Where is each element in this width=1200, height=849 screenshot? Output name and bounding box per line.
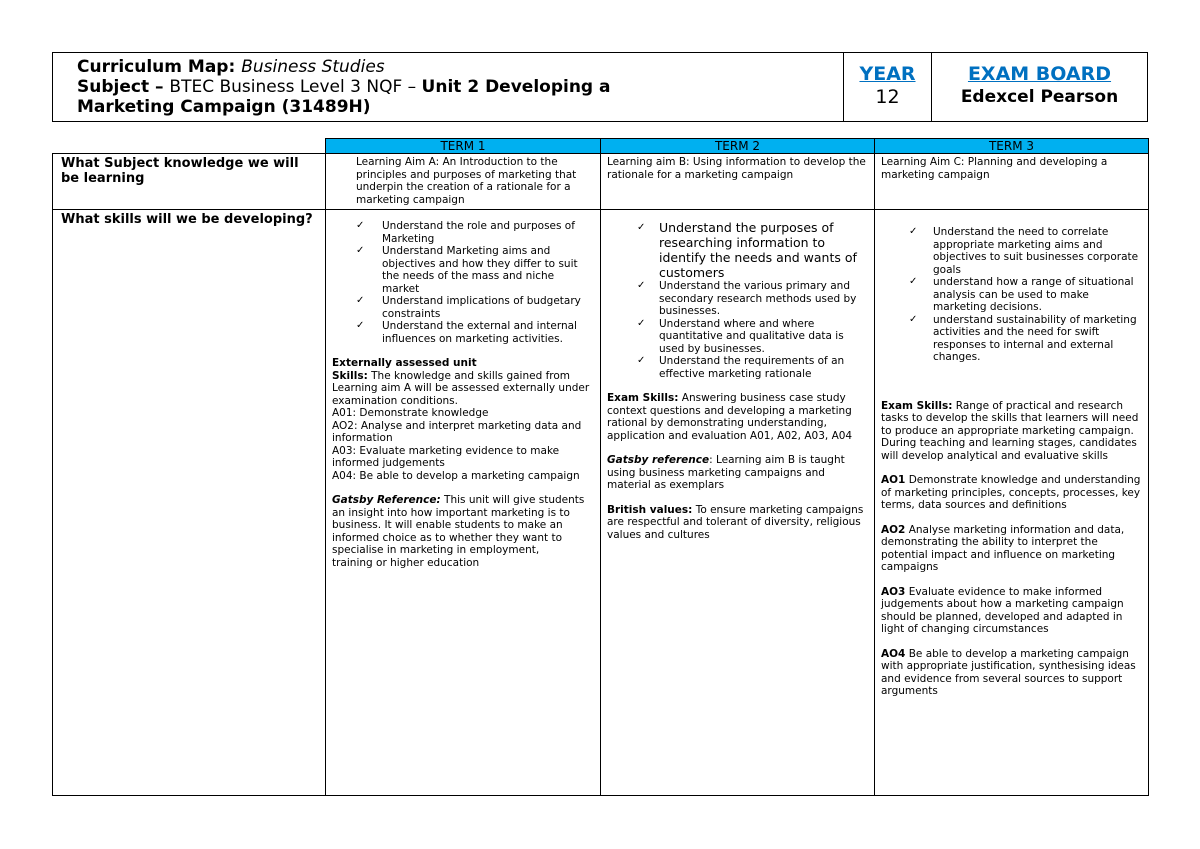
skills-label: Skills:: [332, 369, 368, 382]
year-block: [844, 53, 932, 121]
bullet-text: Understand the purposes of researching information to identify the needs and wants of customers: [659, 220, 857, 280]
gatsby-tail: training or higher education: [332, 556, 480, 569]
list-item: [607, 318, 868, 356]
bullet-text: understand sustainability of marketing activities and the need for swift responses to internal and external changes.: [933, 313, 1137, 363]
term-3-skills: [875, 210, 1149, 796]
bullet-text: Understand the requirements of an effective marketing rationale: [659, 355, 845, 380]
tick-icon: ✓: [637, 355, 646, 366]
ao3-text: Evaluate evidence to make informed judgements about how a marketing campaign should be planned, developed and adapted in light of changing circumstances: [881, 585, 1124, 635]
skills-paragraph: [332, 370, 594, 408]
subject-line: [77, 77, 843, 97]
ao1-text: A01: Demonstrate knowledge: [332, 407, 489, 419]
unit-line-2: Marketing Campaign (31489H): [77, 97, 371, 117]
bullet-text: Understand the role and purposes of Marketing: [382, 220, 575, 245]
external-unit-heading: Externally assessed unit: [332, 357, 477, 369]
tick-icon: ✓: [637, 280, 646, 291]
term-2-knowledge: Learning aim B: Using information to develop the rationale for a marketing campaign: [601, 154, 875, 210]
british-values-label: British values:: [607, 503, 693, 516]
gatsby-text: : Learning aim B is taught using business marketing campaigns and material as exemplars: [607, 454, 845, 491]
term-3-knowledge: Learning Aim C: Planning and developing a marketing campaign: [875, 154, 1149, 210]
title-subject: Business Studies: [241, 57, 385, 77]
term-1-header: TERM 1: [326, 139, 601, 154]
tick-icon: ✓: [637, 222, 646, 233]
term-1-bullets: [332, 220, 594, 345]
list-item: [607, 355, 868, 380]
bullet-text: Understand the external and internal influences on marketing activities.: [382, 320, 577, 345]
bullet-text: Understand the various primary and secondary research methods used by businesses.: [659, 280, 857, 317]
knowledge-row: [53, 154, 1149, 210]
term-3-header: TERM 3: [875, 139, 1149, 154]
title-prefix: Curriculum Map:: [77, 57, 242, 77]
tick-icon: ✓: [909, 313, 918, 325]
tick-icon: ✓: [356, 220, 365, 231]
gatsby-label: Gatsby Reference:: [332, 494, 441, 506]
ao2-paragraph: [881, 524, 1142, 574]
term-2-skills: [601, 210, 875, 796]
ao4-label: AO4: [881, 647, 906, 660]
ao4-paragraph: [881, 648, 1142, 698]
exam-skills-paragraph: [607, 392, 868, 442]
skills-row-label: What skills will we be developing?: [53, 210, 326, 796]
exam-skills-text: Answering business case study context questions and developing a marketing rational by demonstrating understanding, application and evaluation A01, A02, A03, A04: [607, 392, 853, 442]
list-item: [607, 280, 868, 318]
skills-row: [53, 210, 1149, 796]
list-item: [881, 226, 1142, 276]
ao1-label: AO1: [881, 474, 906, 486]
gatsby-paragraph: [332, 494, 594, 557]
tick-icon: ✓: [356, 295, 365, 306]
title-block: [53, 53, 844, 121]
term-2-header: TERM 2: [601, 139, 875, 154]
exam-skills-label: Exam Skills:: [607, 392, 679, 404]
ao2-text: AO2: Analyse and interpret marketing data and information: [332, 419, 582, 444]
curriculum-table: [52, 138, 1149, 796]
gatsby-label: Gatsby reference: [607, 454, 710, 466]
list-item: [881, 314, 1142, 364]
subject-label: Subject –: [77, 77, 170, 97]
ao2-label: AO2: [881, 523, 906, 536]
exam-skills-text: Range of practical and research tasks to develop the skills that learners will need to produce an appropriate marketing campaign. During teaching and learning stages, candidates will develop analytical and evaluative skills: [881, 399, 1139, 462]
list-item: [881, 276, 1142, 314]
british-values-paragraph: [607, 504, 868, 542]
tick-icon: ✓: [356, 320, 365, 331]
year-value: 12: [875, 86, 900, 108]
tick-icon: ✓: [356, 245, 365, 256]
ao3-text: A03: Evaluate marketing evidence to make informed judgements: [332, 444, 560, 469]
exam-board-label: EXAM BOARD: [967, 63, 1112, 85]
british-values-text: To ensure marketing campaigns are respectful and tolerant of diversity, religious values and cultures: [607, 503, 864, 541]
list-item: [332, 295, 594, 320]
knowledge-row-label: What Subject knowledge we will be learning: [53, 154, 326, 210]
tick-icon: ✓: [909, 226, 918, 237]
year-label: YEAR: [859, 63, 916, 85]
term-header-row: [53, 139, 1149, 154]
gatsby-paragraph: [607, 454, 868, 492]
exam-skills-label: Exam Skills:: [881, 399, 953, 412]
bullet-text: Understand implications of budgetary constraints: [382, 295, 581, 320]
term-3-bullets: [881, 226, 1142, 364]
exam-board-block: [932, 53, 1147, 121]
title-line: [77, 57, 843, 77]
bullet-text: understand how a range of situational analysis can be used to make marketing decisions.: [933, 276, 1134, 313]
ao3-label: AO3: [881, 585, 906, 598]
list-item: [332, 220, 594, 245]
exam-board-value: Edexcel Pearson: [960, 87, 1119, 107]
term-1-knowledge: Learning Aim A: An Introduction to the principles and purposes of marketing that underpin the creation of a rationale for a marketing campaign: [326, 154, 601, 210]
list-item: [607, 220, 868, 280]
term-1-skills: [326, 210, 601, 796]
unit-line-1: Unit 2 Developing a: [421, 77, 611, 97]
skills-text: The knowledge and skills gained from Learning aim A will be assessed externally under examination conditions.: [332, 369, 590, 407]
bullet-text: Understand where and where quantitative and qualitative data is used by businesses.: [659, 317, 844, 355]
list-item: [332, 245, 594, 295]
ao4-text: A04: Be able to develop a marketing campaign: [332, 469, 580, 482]
bullet-text: Understand the need to correlate appropriate marketing aims and objectives to suit businesses corporate goals: [933, 226, 1139, 276]
tick-icon: ✓: [637, 317, 646, 329]
ao2-text: Analyse marketing information and data, demonstrating the ability to interpret the potential impact and influence on marketing campaigns: [881, 523, 1125, 573]
gatsby-text: This unit will give students an insight into how important marketing is to business. It will enable students to make an informed choice as to whether they want to specialise in marketing in employment,: [332, 494, 585, 556]
ao4-text: Be able to develop a marketing campaign with appropriate justification, synthesising ideas and evidence from several sources to support arguments: [881, 647, 1136, 697]
exam-skills-paragraph: [881, 400, 1142, 463]
subject-text: BTEC Business Level 3 NQF –: [169, 77, 422, 97]
ao3-paragraph: [881, 586, 1142, 636]
list-item: [332, 320, 594, 345]
term-2-bullets: [607, 220, 868, 380]
tick-icon: ✓: [909, 276, 918, 287]
ao1-paragraph: [881, 474, 1142, 512]
corner-cell: [53, 139, 326, 154]
ao1-text: Demonstrate knowledge and understanding of marketing principles, concepts, processes, key terms, data sources and definitions: [881, 474, 1141, 511]
bullet-text: Understand Marketing aims and objectives and how they differ to suit the needs of the mass and niche market: [382, 245, 578, 295]
header-box: [52, 52, 1148, 122]
